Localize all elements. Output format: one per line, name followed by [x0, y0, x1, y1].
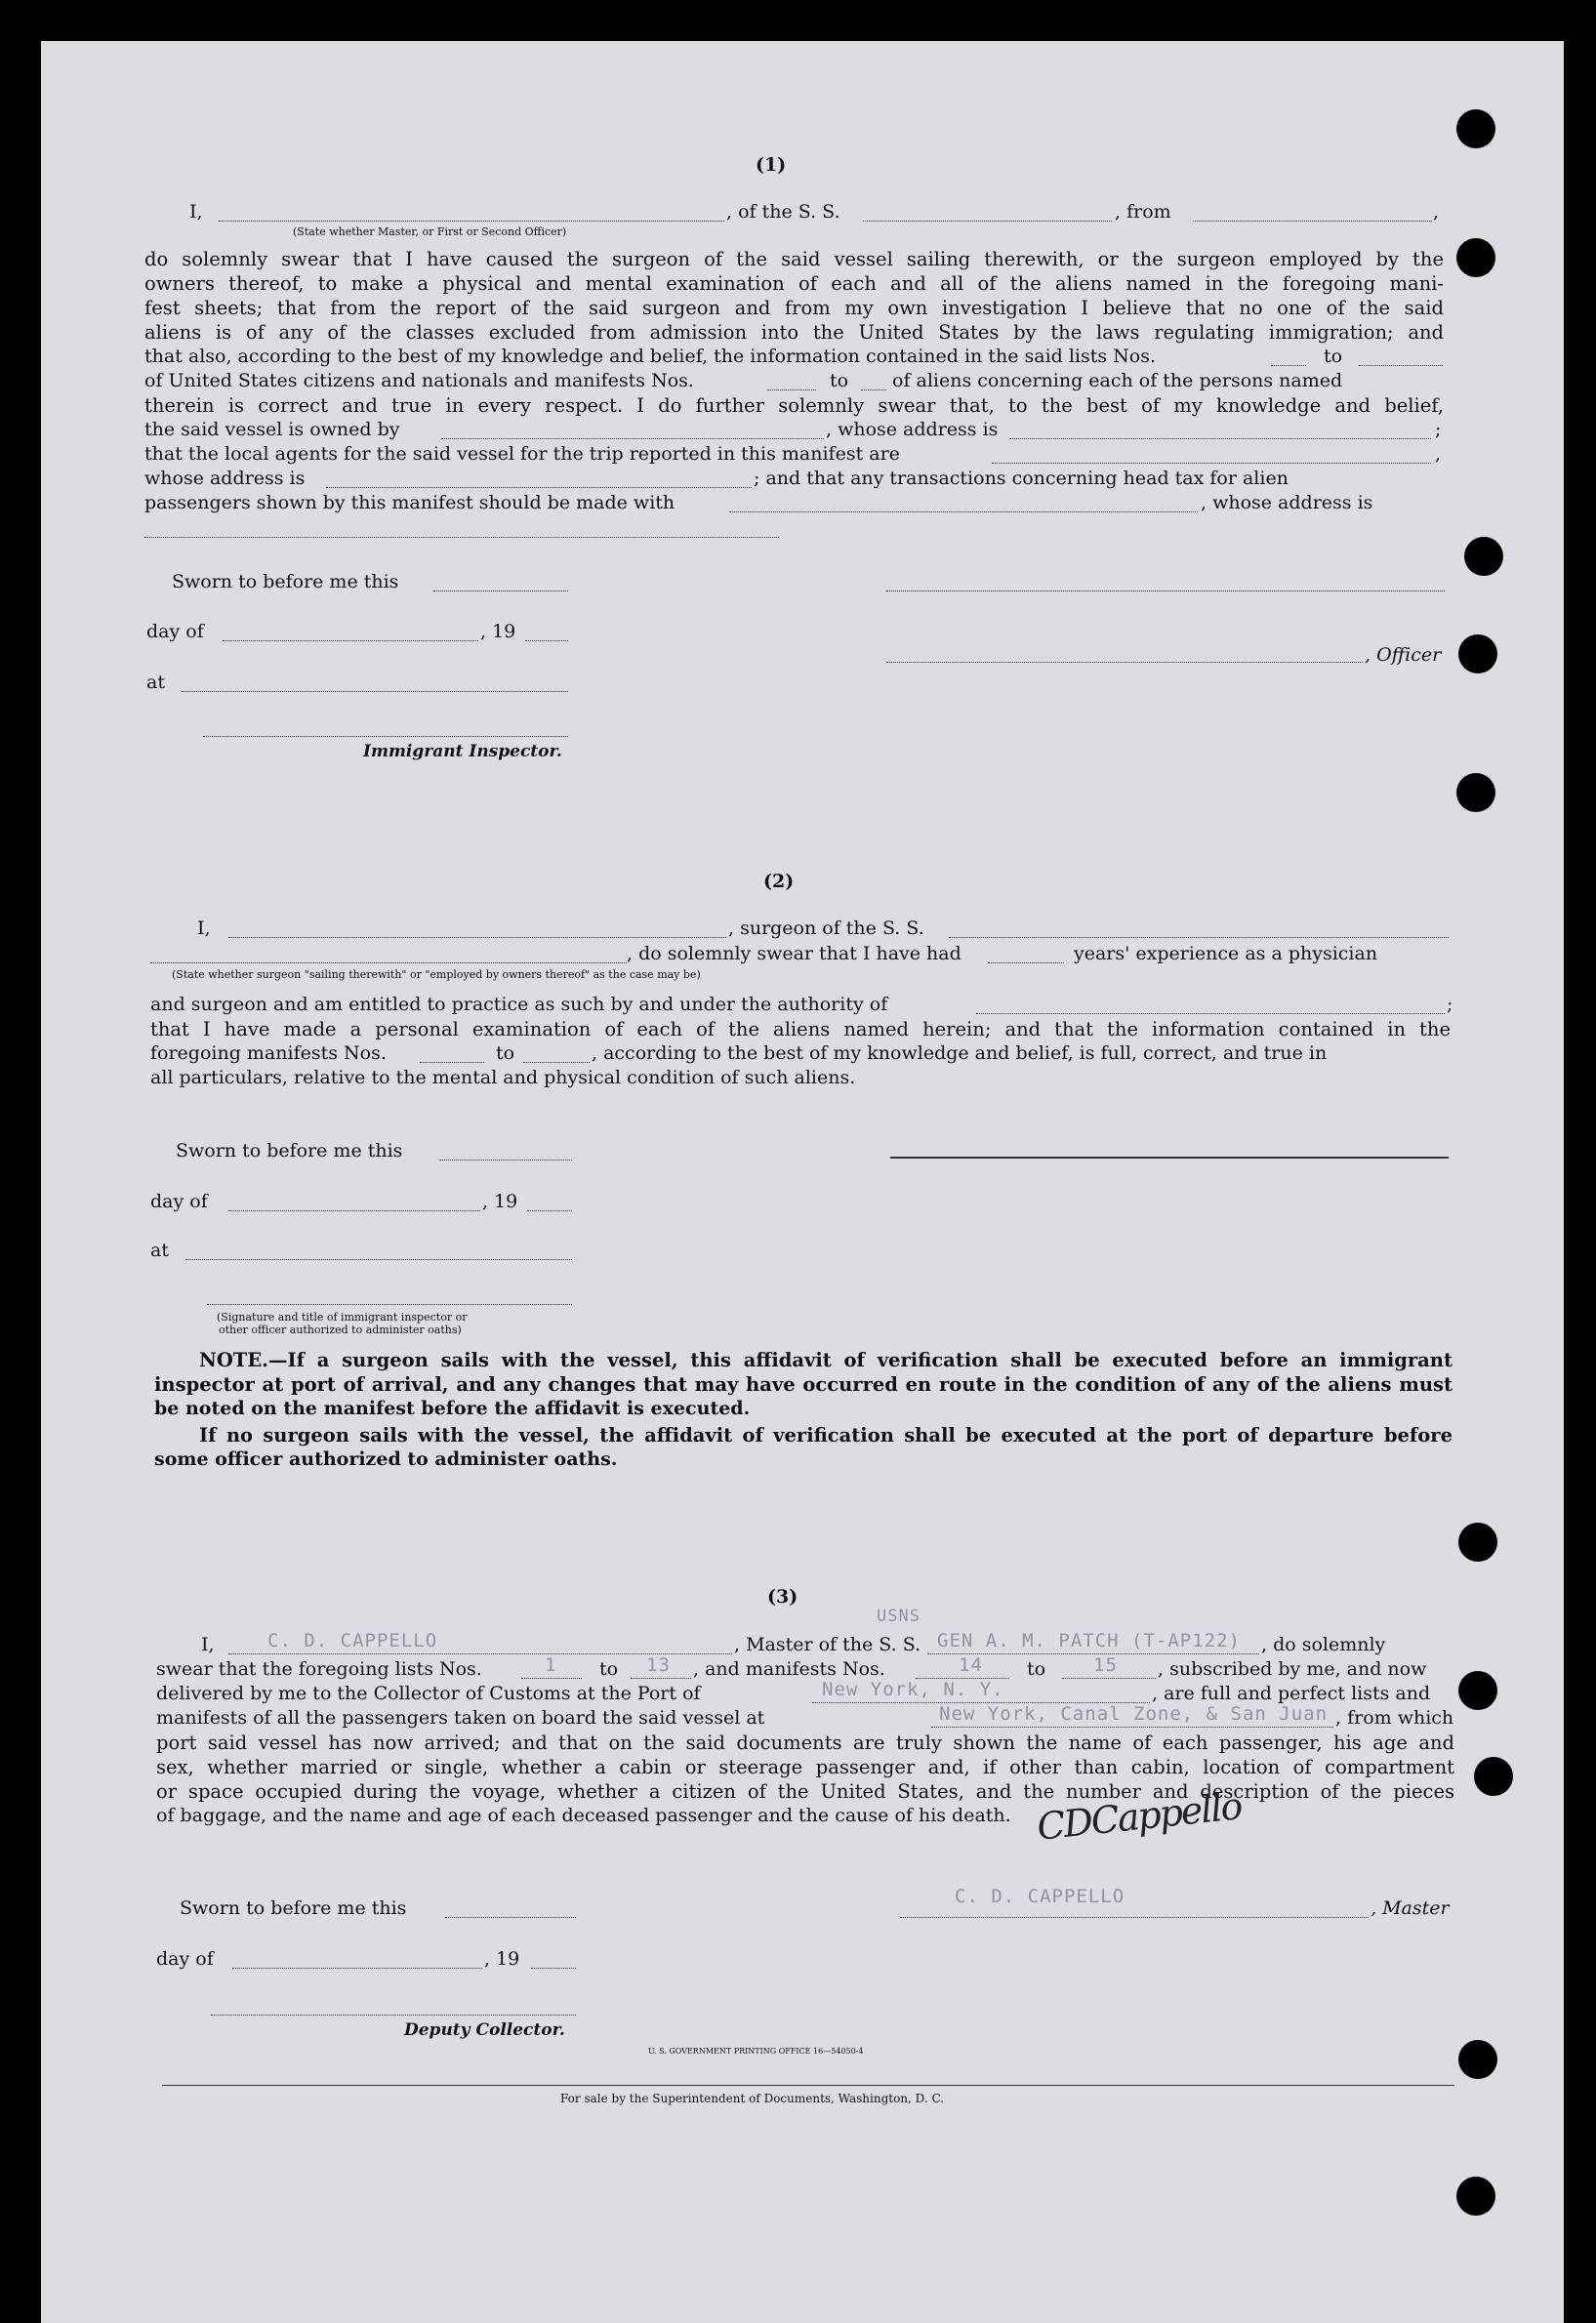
fill-line: [900, 1917, 1369, 1918]
s2-dayof: day of: [150, 1191, 208, 1212]
fill-line: [988, 962, 1064, 963]
signature-line: [890, 1157, 1449, 1159]
s2-l1-surgeon: , surgeon of the S. S.: [728, 917, 924, 939]
s1-p6-to: to: [830, 370, 849, 391]
s3-i: I,: [201, 1634, 215, 1655]
s3-dayof: day of: [156, 1948, 214, 1970]
fill-line: [326, 487, 752, 488]
punch-hole: [1456, 2177, 1495, 2216]
s3-subscribed: , subscribed by me, and now: [1158, 1658, 1427, 1680]
s1-para-line: passengers shown by this manifest should be made with: [144, 492, 675, 513]
fill-line: [861, 389, 886, 390]
s3-master-of: , Master of the S. S.: [734, 1634, 921, 1655]
s1-para-line: fest sheets; that from the report of the said surgeon and from my own investigation I believe that no one of the said: [144, 297, 1444, 319]
footer-rule: [162, 2085, 1454, 2086]
s1-para-line: that the local agents for the said vessel for the trip reported in this manifest are: [144, 443, 900, 465]
typed-list-to: 13: [646, 1654, 671, 1676]
fill-line: [931, 1727, 1333, 1728]
signature-line: [207, 1304, 572, 1305]
s1-para-line: whose address is: [144, 468, 306, 489]
section-3-heading: (3): [767, 1586, 798, 1608]
s2-note-line: inspector at port of arrival, and any changes that may have occurred en route in the condition of any of the aliens must: [154, 1373, 1453, 1396]
s3-from-which: , from which: [1335, 1707, 1454, 1729]
s2-para-line: and surgeon and am entitled to practice as such by and under the authority of: [150, 994, 888, 1015]
fill-line: [219, 221, 724, 222]
s2-at: at: [150, 1240, 169, 1261]
fill-line: [228, 937, 726, 938]
fill-line: [1062, 1678, 1156, 1679]
punch-hole: [1458, 634, 1497, 673]
s1-para-line: owners thereof, to make a physical and mental examination of each and all of the aliens named in the foregoing mani-: [144, 272, 1444, 295]
s1-officer: , Officer: [1365, 644, 1442, 666]
fill-line: [445, 1917, 576, 1918]
gpo-imprint: U. S. GOVERNMENT PRINTING OFFICE 16—54050-4: [648, 2047, 864, 2056]
s1-p5-to: to: [1324, 346, 1343, 367]
s2-note-line: some officer authorized to administer oaths.: [154, 1448, 618, 1470]
fill-line: [441, 438, 824, 439]
fill-line: [527, 1210, 572, 1211]
s2-note-line: be noted on the manifest before the affidavit is executed.: [154, 1398, 751, 1419]
typed-port: New York, N. Y.: [822, 1679, 1004, 1700]
s3-nineteen: , 19: [484, 1948, 520, 1970]
s2-sig-caption: other officer authorized to administer oaths): [219, 1324, 462, 1336]
s3-delivered: delivered by me to the Collector of Customs at the Port of: [156, 1683, 701, 1704]
s1-p8-address: , whose address is: [826, 419, 999, 440]
s3-and-manifests: , and manifests Nos.: [693, 1658, 885, 1680]
fill-line: [439, 1160, 572, 1161]
signature-line: [203, 736, 568, 737]
s1-para-line: of United States citizens and nationals and manifests Nos.: [144, 370, 694, 391]
signature-line: [211, 2015, 576, 2016]
fill-line: [223, 640, 478, 641]
s3-para-line: or space occupied during the voyage, whether a citizen of the United States, and the number and description of the pieces: [156, 1780, 1454, 1803]
s3-para-line: of baggage, and the name and age of each deceased passenger and the cause of his death.: [156, 1805, 1011, 1826]
punch-hole: [1474, 1757, 1513, 1796]
s3-para-line: port said vessel has now arrived; and that on the said documents are truly shown the name of each passenger, his age and: [156, 1732, 1454, 1754]
fill-line: [976, 1013, 1445, 1014]
s2-sig-caption: (Signature and title of immigrant inspector or: [217, 1311, 468, 1324]
fill-line: [420, 1062, 484, 1063]
fill-line: [886, 662, 1363, 663]
s3-manifests-of: manifests of all the passengers taken on board the said vessel at: [156, 1707, 765, 1729]
punch-hole: [1458, 1523, 1497, 1562]
s1-para-line: do solemnly swear that I have caused the surgeon of the said vessel sailing therewith, or the surgeon employed by the: [144, 248, 1444, 270]
punch-hole: [1456, 109, 1495, 148]
s2-p1-end: ;: [1447, 994, 1453, 1015]
s1-nineteen: , 19: [480, 621, 516, 642]
s1-para-line: , whose address is: [1201, 492, 1373, 513]
manifest-affidavit-page: [41, 41, 1564, 2323]
fill-line: [150, 962, 627, 963]
fill-line: [729, 511, 1198, 512]
typed-list-from: 1: [545, 1654, 557, 1676]
s3-swear: swear that the foregoing lists Nos.: [156, 1658, 482, 1680]
fill-line: [992, 463, 1431, 464]
punch-hole: [1458, 1671, 1497, 1710]
s1-para-line: therein is correct and true in every respect. I do further solemnly swear that, to the best of my knowledge and belief,: [144, 394, 1444, 417]
s1-para-line: the said vessel is owned by: [144, 419, 400, 440]
s2-para-line: foregoing manifests Nos.: [150, 1042, 387, 1064]
s1-caption: (State whether Master, or First or Second Officer): [293, 225, 567, 238]
s2-para-line: that I have made a personal examination of each of the aliens named herein; and that the information contained in the: [150, 1018, 1451, 1040]
fill-line: [144, 537, 779, 538]
s1-para-line: that also, according to the best of my knowledge and belief, the information contained in the said lists Nos.: [144, 346, 1157, 367]
punch-hole: [1464, 537, 1503, 576]
fill-line: [949, 937, 1449, 938]
punch-hole: [1456, 773, 1495, 812]
fill-line: [531, 1968, 576, 1969]
typed-master-name: C. D. CAPPELLO: [267, 1630, 438, 1651]
s3-para-line: sex, whether married or single, whether a cabin or steerage passenger and, if other than cabin, location of compartment: [156, 1756, 1454, 1778]
typed-signature-name: C. D. CAPPELLO: [955, 1886, 1125, 1907]
s3-deputy: Deputy Collector.: [404, 2020, 565, 2040]
s1-dayof: day of: [146, 621, 204, 642]
s1-line1-of: , of the S. S.: [726, 201, 840, 223]
s2-l1-i: I,: [197, 917, 211, 939]
typed-usns: USNS: [877, 1607, 921, 1626]
fill-line: [521, 1678, 582, 1679]
fill-line: [228, 1210, 480, 1211]
s3-to2: to: [1027, 1658, 1046, 1680]
s1-line1-i: I,: [189, 201, 203, 223]
s3-to1: to: [599, 1658, 619, 1680]
s1-line1-from: , from: [1115, 201, 1171, 223]
fill-line: [1009, 438, 1431, 439]
s2-sworn: Sworn to before me this: [176, 1140, 403, 1162]
s1-inspector: Immigrant Inspector.: [363, 742, 562, 761]
s2-para-line: all particulars, relative to the mental and physical condition of such aliens.: [150, 1067, 856, 1088]
s3-sworn: Sworn to before me this: [180, 1897, 407, 1919]
s1-sworn: Sworn to before me this: [172, 571, 399, 592]
s3-are-full: , are full and perfect lists and: [1152, 1683, 1431, 1704]
fill-line: [1359, 365, 1443, 366]
sale-notice: For sale by the Superintendent of Documents, Washington, D. C.: [560, 2092, 945, 2105]
s2-caption: (State whether surgeon "sailing therewith" or "employed by owners thereof" as the case may be): [172, 968, 701, 981]
typed-manifest-from: 14: [959, 1654, 983, 1676]
fill-line: [1193, 221, 1432, 222]
fill-line: [182, 691, 568, 692]
fill-line: [185, 1259, 572, 1260]
s1-p8-end: ;: [1435, 419, 1442, 440]
s3-solemnly: , do solemnly: [1261, 1634, 1386, 1655]
fill-line: [523, 1062, 590, 1063]
s2-nineteen: , 19: [482, 1191, 518, 1212]
fill-line: [863, 221, 1112, 222]
fill-line: [525, 640, 568, 641]
fill-line: [1271, 365, 1306, 366]
s1-para-line: aliens is of any of the classes excluded from admission into the United States by the laws regulating immigration; and: [144, 321, 1444, 344]
fill-line: [767, 389, 816, 390]
typed-manifest-to: 15: [1093, 1654, 1118, 1676]
s2-note-line: If no surgeon sails with the vessel, the affidavit of verification shall be executed at the port of departure before: [199, 1424, 1453, 1447]
s1-line1-end: ,: [1433, 201, 1440, 223]
s1-at: at: [146, 672, 165, 693]
s1-p9-end: ,: [1435, 443, 1442, 465]
punch-hole: [1456, 238, 1495, 277]
s2-para-line: , according to the best of my knowledge and belief, is full, correct, and true in: [592, 1042, 1328, 1064]
s2-l2b: years' experience as a physician: [1074, 943, 1378, 964]
s1-para-line: of aliens concerning each of the persons named: [892, 370, 1343, 391]
fill-line: [631, 1678, 691, 1679]
section-2-heading: (2): [763, 871, 795, 892]
s2-p3-to: to: [496, 1042, 515, 1064]
s2-note-line: NOTE.—If a surgeon sails with the vessel, this affidavit of verification shall be executed before an immigrant: [199, 1349, 1453, 1371]
section-1-heading: (1): [756, 154, 787, 176]
punch-hole: [1458, 2040, 1497, 2079]
s2-l2a: , do solemnly swear that I have had: [627, 943, 962, 964]
s1-para-line: ; and that any transactions concerning head tax for alien: [754, 468, 1289, 489]
s3-master: , Master: [1371, 1897, 1450, 1919]
master-signature: CDCappello: [1035, 1784, 1244, 1849]
typed-ship-name: GEN A. M. PATCH (T-AP122): [937, 1630, 1241, 1651]
fill-line: [232, 1968, 482, 1969]
typed-ports: New York, Canal Zone, & San Juan: [939, 1703, 1329, 1725]
